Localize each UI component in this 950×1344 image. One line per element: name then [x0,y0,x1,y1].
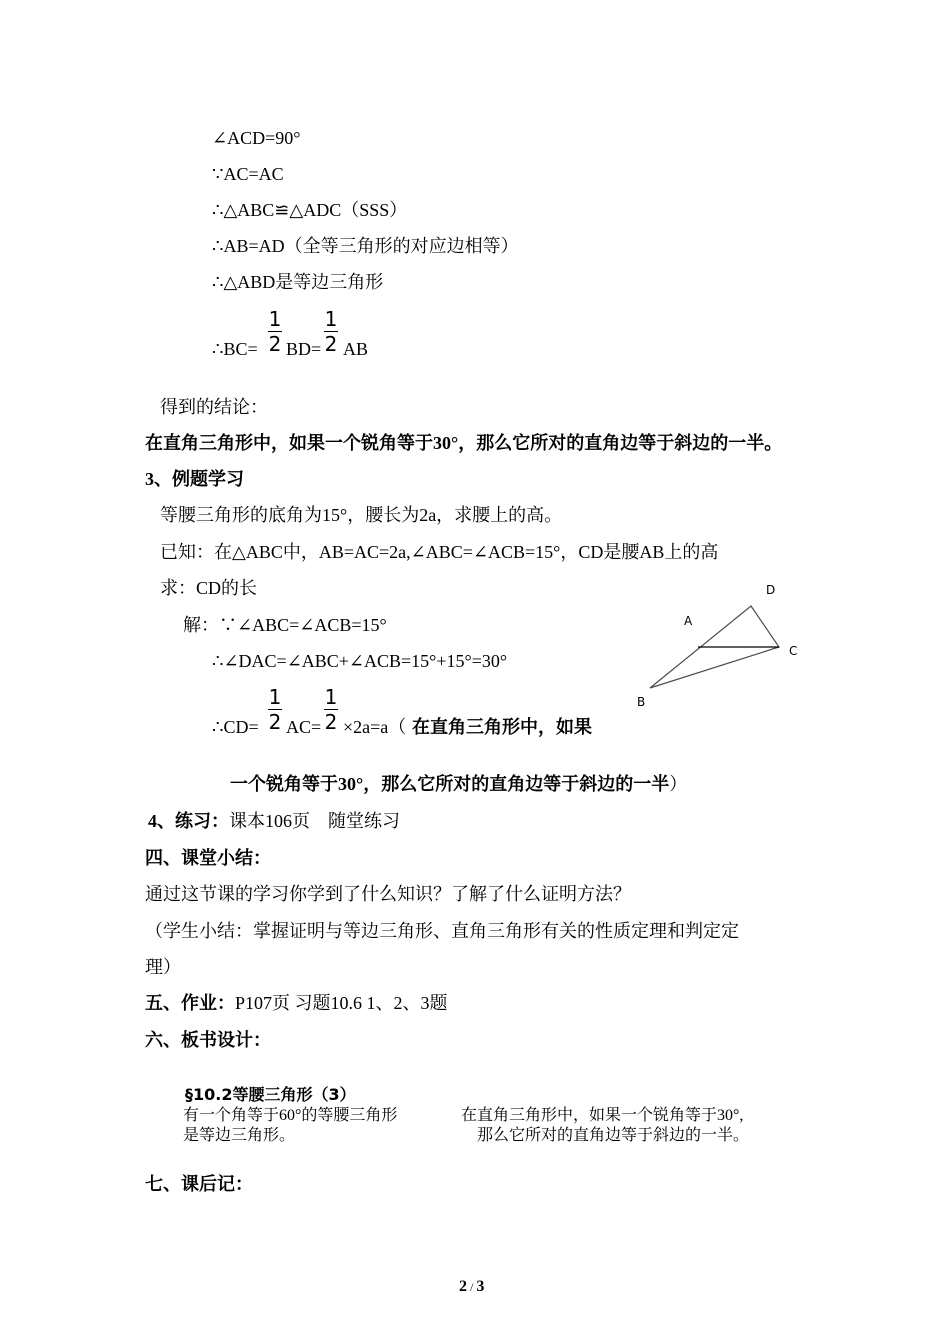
page-current: 2 [459,1278,467,1295]
summary-answer-2: 理） [145,957,181,977]
vertex-label-c: C [789,644,798,658]
board-right-1: 在直角三角形中，如果一个锐角等于30°, [461,1107,744,1124]
vertex-label-b: B [637,695,646,709]
page-separator: / [467,1280,477,1294]
board-right-2: 那么它所对的直角边等于斜边的一半。 [477,1127,750,1144]
board-heading: 六、板书设计： [145,1030,271,1050]
fraction-numerator: 1 [324,307,338,331]
proof-line-6-mid: BD= [286,339,322,359]
solution-step-4 [230,773,687,795]
solution-step-3-start: ∴CD= [212,717,259,737]
example-given: 已知：在△ABC中，AB=AC=2a,∠ABC=∠ACB=15°，CD是腰AB上的高 [160,542,719,562]
proof-line-1: ∠ACD=90° [212,128,301,148]
vertex-label-d: D [766,583,776,597]
fraction-denominator: 2 [324,710,338,734]
conclusion-theorem: 在直角三角形中，如果一个锐角等于30°，那么它所对的直角边等于斜边的一半。 [145,433,783,453]
board-left-2: 是等边三角形。 [183,1127,296,1144]
proof-line-2: ∵AC=AC [212,164,284,184]
homework-line [145,992,448,1014]
solution-step-3-reason: 在直角三角形中，如果 [412,717,592,737]
summary-question: 通过这节课的学习你学到了什么知识？了解了什么证明方法？ [145,884,631,904]
summary-heading: 四、课堂小结： [145,848,271,868]
practice-text: 课本106页 随堂练习 [229,811,400,831]
solution-step-4-close: ） [669,774,688,794]
board-left-1: 有一个角等于60°的等腰三角形 [183,1107,398,1124]
example-find: 求：CD的长 [160,578,258,598]
fraction-numerator: 1 [324,685,338,709]
solution-step-3-end: ×2a=a（ [343,717,407,737]
homework-text: P107页 习题10.6 1、2、3题 [235,993,448,1013]
practice-line [148,810,400,832]
page-number [459,1276,484,1298]
proof-line-3: ∴△ABC≌△ADC（SSS） [212,200,408,220]
proof-line-5: ∴△ABD是等边三角形 [212,272,384,292]
fraction-numerator: 1 [268,307,282,331]
page-total: 3 [476,1278,485,1295]
fraction-numerator: 1 [268,685,282,709]
conclusion-label: 得到的结论： [160,397,268,417]
section-example-heading: 3、例题学习 [145,469,244,489]
solution-step-4-reason: 一个锐角等于30°，那么它所对的直角边等于斜边的一半 [230,774,670,794]
postscript-heading: 七、课后记： [145,1174,253,1194]
fraction-denominator: 2 [324,332,338,356]
board-title: §10.2等腰三角形（3） [185,1085,356,1104]
solution-step-3-mid: AC= [286,717,322,737]
proof-line-4: ∴AB=AD（全等三角形的对应边相等） [212,236,519,256]
proof-line-6-end: AB [343,339,369,359]
solution-step-2: ∴∠DAC=∠ABC+∠ACB=15°+15°=30° [212,651,508,671]
practice-label: 4、练习： [148,811,229,831]
fraction-denominator: 2 [268,710,282,734]
triangle-figure [620,575,820,715]
proof-line-6-start: ∴BC= [212,339,258,359]
summary-answer-1: （学生小结：掌握证明与等边三角形、直角三角形有关的性质定理和判定定 [145,921,739,941]
vertex-label-a: A [684,614,693,628]
solution-step-1: 解：∵∠ABC=∠ACB=15° [183,615,387,635]
example-problem: 等腰三角形的底角为15°，腰长为2a，求腰上的高。 [160,505,563,525]
homework-label: 五、作业： [145,993,235,1013]
fraction-denominator: 2 [268,332,282,356]
